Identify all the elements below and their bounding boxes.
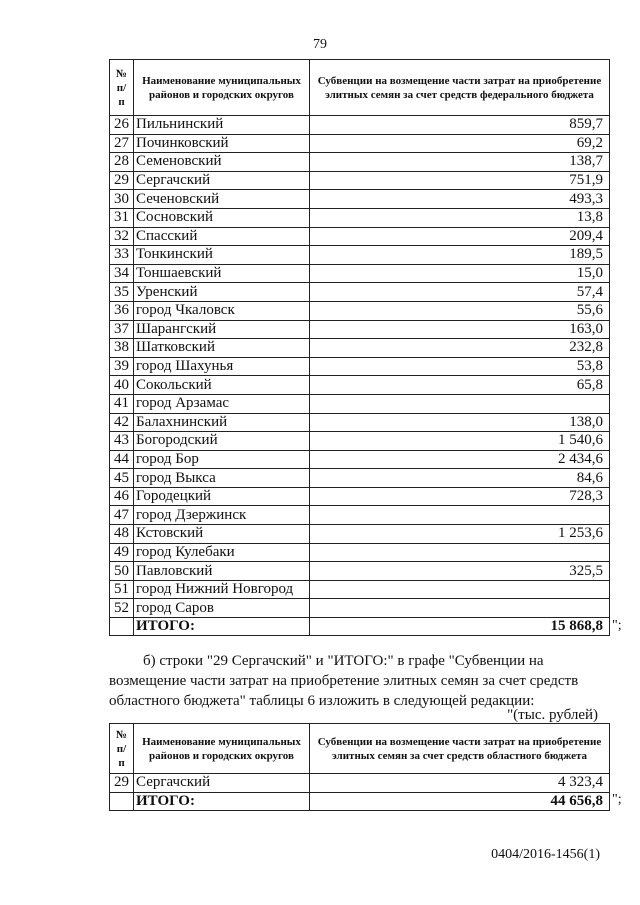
- total-value: 15 868,8: [310, 618, 610, 636]
- municipality-name: Балахнинский: [134, 413, 310, 432]
- table-header-row: [110, 60, 610, 116]
- subsidy-value: 138,7: [310, 153, 610, 172]
- paragraph-line-1: б) строки "29 Сергачский" и "ИТОГО:" в графе "Субвенции на: [143, 653, 544, 669]
- paragraph-line-2: возмещение части затрат на приобретение элитных семян за счет средств: [109, 673, 579, 689]
- municipality-name: город Чкаловск: [134, 301, 310, 320]
- row-number: 49: [110, 543, 134, 562]
- row-number: 33: [110, 246, 134, 265]
- subsidy-value: 232,8: [310, 339, 610, 358]
- table-row: [110, 320, 610, 339]
- municipality-name: Сосновский: [134, 208, 310, 227]
- subsidy-value: [310, 580, 610, 599]
- table-row: [110, 264, 610, 283]
- table-row: [110, 394, 610, 413]
- municipality-name: Семеновский: [134, 153, 310, 172]
- subsidy-value: 728,3: [310, 487, 610, 506]
- subsidy-value: 57,4: [310, 283, 610, 302]
- municipality-name: Сергачский: [134, 171, 310, 190]
- header-subsidy-regional: Субвенции на возмещение части затрат на приобретение элитных семян за счет средств областного бюджета: [310, 724, 610, 774]
- municipality-name: Павловский: [134, 562, 310, 581]
- subsidy-value: 1 540,6: [310, 432, 610, 451]
- row-number: 30: [110, 190, 134, 209]
- table-row: [110, 246, 610, 265]
- subsidy-value: 2 434,6: [310, 450, 610, 469]
- table-row: [110, 190, 610, 209]
- row-number: 42: [110, 413, 134, 432]
- municipality-name: Спасский: [134, 227, 310, 246]
- table-row: [110, 525, 610, 544]
- header-municipality-name: Наименование муниципальных районов и городских округов: [134, 60, 310, 116]
- header-municipality-name: Наименование муниципальных районов и городских округов: [134, 724, 310, 774]
- total-empty-cell: [110, 618, 134, 636]
- table-row: [110, 171, 610, 190]
- row-number: 39: [110, 357, 134, 376]
- table-header-row: [110, 724, 610, 774]
- subsidy-value: [310, 506, 610, 525]
- municipality-name: Шатковский: [134, 339, 310, 358]
- subsidy-table-regional: [109, 723, 610, 811]
- row-number: 48: [110, 525, 134, 544]
- page-number: 79: [313, 37, 327, 52]
- table-row: [110, 774, 610, 793]
- municipality-name: город Выкса: [134, 469, 310, 488]
- row-number: 28: [110, 153, 134, 172]
- table-row: [110, 506, 610, 525]
- table-row: [110, 487, 610, 506]
- row-number: 34: [110, 264, 134, 283]
- table-row: [110, 283, 610, 302]
- row-number: 35: [110, 283, 134, 302]
- municipality-name: Богородский: [134, 432, 310, 451]
- header-number: № п/п: [110, 60, 134, 116]
- subsidy-value: 138,0: [310, 413, 610, 432]
- table-row: [110, 450, 610, 469]
- table-row: [110, 301, 610, 320]
- subsidy-value: 751,9: [310, 171, 610, 190]
- row-number: 52: [110, 599, 134, 618]
- table-body: [110, 774, 610, 793]
- subsidy-value: 493,3: [310, 190, 610, 209]
- municipality-name: Пильнинский: [134, 116, 310, 135]
- subsidy-value: 4 323,4: [310, 774, 610, 793]
- municipality-name: Сокольский: [134, 376, 310, 395]
- table2-closing-mark: ";: [612, 792, 622, 808]
- total-label: ИТОГО:: [134, 618, 310, 636]
- table-row: [110, 580, 610, 599]
- total-value: 44 656,8: [310, 792, 610, 810]
- row-number: 32: [110, 227, 134, 246]
- row-number: 47: [110, 506, 134, 525]
- row-number: 36: [110, 301, 134, 320]
- row-number: 50: [110, 562, 134, 581]
- row-number: 44: [110, 450, 134, 469]
- table-row: [110, 413, 610, 432]
- total-empty-cell: [110, 792, 134, 810]
- row-number: 40: [110, 376, 134, 395]
- table-row: [110, 376, 610, 395]
- subsidy-value: 53,8: [310, 357, 610, 376]
- row-number: 41: [110, 394, 134, 413]
- row-number: 46: [110, 487, 134, 506]
- subsidy-value: [310, 599, 610, 618]
- subsidy-value: 65,8: [310, 376, 610, 395]
- row-number: 51: [110, 580, 134, 599]
- row-number: 29: [110, 774, 134, 793]
- table-row: [110, 116, 610, 135]
- table-row: [110, 543, 610, 562]
- row-number: 26: [110, 116, 134, 135]
- municipality-name: Кстовский: [134, 525, 310, 544]
- document-code: 0404/2016-1456(1): [491, 847, 600, 862]
- table-body: [110, 116, 610, 618]
- table-row: [110, 562, 610, 581]
- table-row: [110, 227, 610, 246]
- municipality-name: город Бор: [134, 450, 310, 469]
- subsidy-value: 15,0: [310, 264, 610, 283]
- table1-closing-mark: ";: [612, 617, 622, 633]
- subsidy-value: 859,7: [310, 116, 610, 135]
- subsidy-value: 325,5: [310, 562, 610, 581]
- municipality-name: Уренский: [134, 283, 310, 302]
- header-subsidy-federal: Субвенции на возмещение части затрат на приобретение элитных семян за счет средств федерального бюджета: [310, 60, 610, 116]
- subsidy-value: 1 253,6: [310, 525, 610, 544]
- total-label: ИТОГО:: [134, 792, 310, 810]
- row-number: 38: [110, 339, 134, 358]
- subsidy-table-federal: [109, 59, 610, 636]
- table-total-row: [110, 618, 610, 636]
- municipality-name: город Шахунья: [134, 357, 310, 376]
- paragraph-line-3: областного бюджета" таблицы 6 изложить в следующей редакции:: [109, 693, 535, 709]
- amendment-paragraph: [109, 651, 601, 711]
- header-number: № п/п: [110, 724, 134, 774]
- subsidy-value: [310, 543, 610, 562]
- table-row: [110, 134, 610, 153]
- table-total-row: [110, 792, 610, 810]
- row-number: 37: [110, 320, 134, 339]
- table-row: [110, 208, 610, 227]
- municipality-name: город Арзамас: [134, 394, 310, 413]
- table-row: [110, 599, 610, 618]
- unit-label: "(тыс. рублей): [507, 707, 598, 723]
- subsidy-value: 163,0: [310, 320, 610, 339]
- municipality-name: Городецкий: [134, 487, 310, 506]
- row-number: 27: [110, 134, 134, 153]
- row-number: 43: [110, 432, 134, 451]
- municipality-name: Сеченовский: [134, 190, 310, 209]
- table-row: [110, 339, 610, 358]
- table-row: [110, 469, 610, 488]
- municipality-name: город Нижний Новгород: [134, 580, 310, 599]
- municipality-name: Починковский: [134, 134, 310, 153]
- row-number: 31: [110, 208, 134, 227]
- table-row: [110, 432, 610, 451]
- row-number: 29: [110, 171, 134, 190]
- municipality-name: город Саров: [134, 599, 310, 618]
- subsidy-value: 13,8: [310, 208, 610, 227]
- table-row: [110, 357, 610, 376]
- municipality-name: Тоншаевский: [134, 264, 310, 283]
- municipality-name: Шарангский: [134, 320, 310, 339]
- subsidy-value: 209,4: [310, 227, 610, 246]
- subsidy-value: 84,6: [310, 469, 610, 488]
- subsidy-value: 69,2: [310, 134, 610, 153]
- municipality-name: Тонкинский: [134, 246, 310, 265]
- subsidy-value: 55,6: [310, 301, 610, 320]
- municipality-name: город Дзержинск: [134, 506, 310, 525]
- subsidy-value: [310, 394, 610, 413]
- municipality-name: Сергачский: [134, 774, 310, 793]
- table-row: [110, 153, 610, 172]
- municipality-name: город Кулебаки: [134, 543, 310, 562]
- row-number: 45: [110, 469, 134, 488]
- subsidy-value: 189,5: [310, 246, 610, 265]
